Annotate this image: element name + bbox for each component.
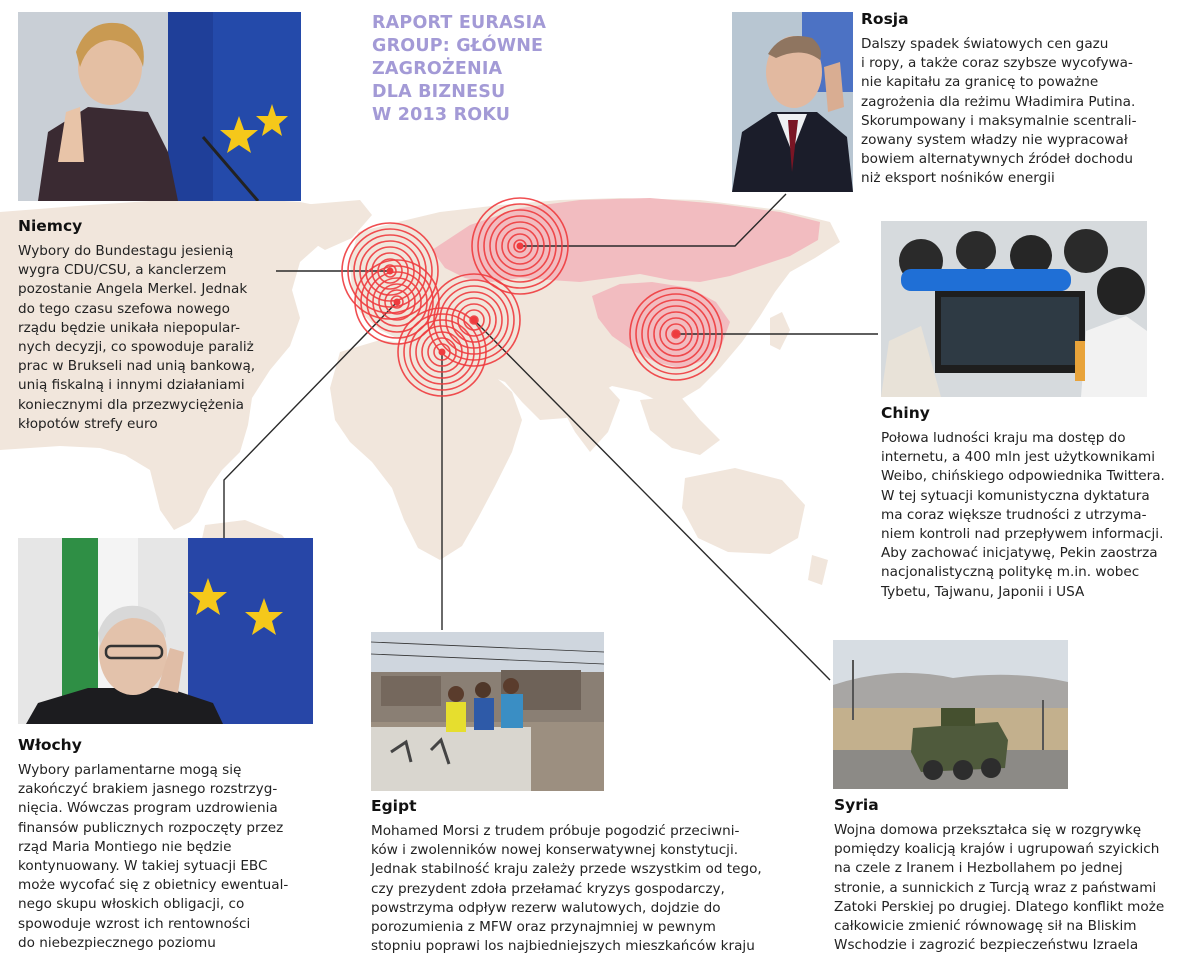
- heading-chiny: Chiny: [881, 404, 930, 422]
- photo-chiny: [881, 221, 1147, 397]
- text-chiny: Połowa ludności kraju ma dostęp do internetu, a 400 mln jest użytkownikami Weibo, chińskiego odpowiednika Twittera. W tej sytuacji komunistyczna dyktatura ma coraz większe trudności z utrzyma- niem kontroli nad przepływem informacji. Aby zachować inicjatywę, Pekin zaostrza nacjonalistyczną politykę m.in. wobec Tybetu, Tajwanu, Japonii i USA: [881, 430, 1165, 600]
- text-rosja: Dalszy spadek światowych cen gazu i ropy, a także coraz szybsze wycofywa- nie kapitału za granicę to poważne zagrożenia dla reżimu Władimira Putina. Skorumpowany i maksymalnie scentrali- zowany system władzy nie wypracował bowiem alternatywnych źródeł dochodu niż eksport nośników energii: [861, 36, 1137, 187]
- hotspot-egipt-center: [439, 349, 446, 356]
- hotspot-wlochy-center: [394, 299, 401, 306]
- land-japan: [770, 312, 790, 350]
- text-niemcy: Wybory do Bundestagu jesienią wygra CDU/CSU, a kanclerzem pozostanie Angela Merkel. Jednak do tego czasu szefowa nowego rządu będzie unikała niepopular- nych decyzji, co spowoduje paraliż prac w Brukseli nad unią bankową, unią fiskalną i innymi działaniami koniecznymi dla przezwyciężenia kłopotów strefy euro: [18, 243, 256, 432]
- land-australia: [682, 468, 805, 554]
- infographic-title: RAPORT EURASIA GROUP: GŁÓWNE ZAGROŻENIA DLA BIZNESU W 2013 ROKU: [372, 13, 547, 125]
- photo-syria: [833, 640, 1068, 789]
- land-new-zealand: [808, 555, 828, 585]
- heading-egipt: Egipt: [371, 797, 417, 815]
- photo-egipt: [371, 632, 604, 791]
- heading-rosja: Rosja: [861, 10, 909, 28]
- text-syria: Wojna domowa przekształca się w rozgrywkę pomiędzy koalicją krajów i ugrupowań szyickich na czele z Iranem i Hezbollahem po jednej stronie, a sunnickich z Turcją wraz z państwami Zatoki Perskiej po drugiej. Dlatego konflikt może całkowicie zmienić równowagę sił na Bliskim Wschodzie i zagrozić bezpieczeństwu Izraela: [834, 822, 1165, 954]
- photo-niemcy: [18, 12, 301, 201]
- photo-wlochy: [18, 538, 313, 724]
- hotspot-chiny-center: [673, 331, 680, 338]
- land-india: [560, 378, 620, 452]
- photo-rosja: [732, 12, 853, 192]
- hotspot-rosja-center: [517, 243, 524, 250]
- text-wlochy: Wybory parlamentarne mogą się zakończyć brakiem jasnego rozstrzyg- nięcia. Wówczas program uzdrowienia finansów publicznych rozpoczęty przez rząd Maria Montiego nie będzie kontynuowany. W takiej sytuacji EBC może wycofać się z obietnicy ewentual- nego skupu włoskich obligacji, co spowoduje wzrost ich rentowności do niebezpiecznego poziomu: [18, 762, 289, 951]
- heading-syria: Syria: [834, 796, 879, 814]
- heading-wlochy: Włochy: [18, 736, 82, 754]
- text-egipt: Mohamed Morsi z trudem próbuje pogodzić przeciwni- ków i zwolenników nowej konserwatywnej konstytucji. Jednak stabilność kraju zależy przede wszystkim od tego, czy prezydent zdoła przełamać kryzys gospodarczy, powstrzyma odpływ rezerw walutowych, dojdzie do porozumienia z MFW oraz przynajmniej w pewnym stopniu poprawi los najbiedniejszych mieszkańców kraju: [371, 823, 762, 955]
- heading-niemcy: Niemcy: [18, 217, 83, 235]
- land-southeast-asia: [640, 396, 720, 455]
